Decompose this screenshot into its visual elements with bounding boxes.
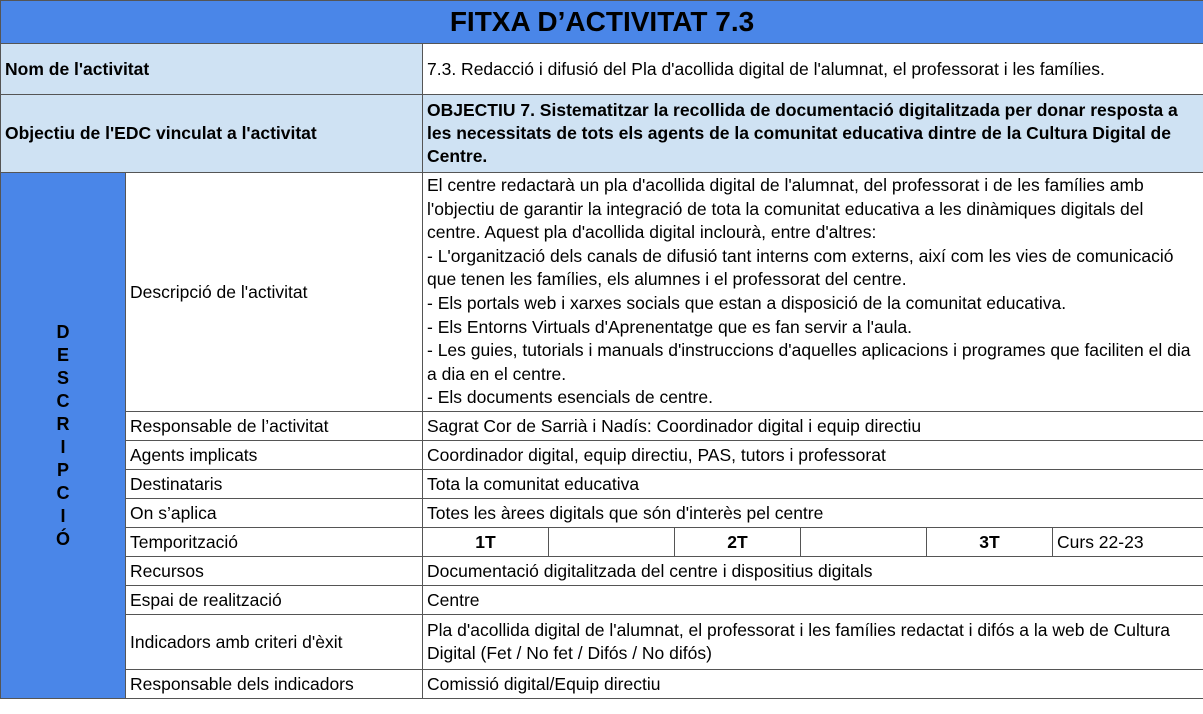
objectiu-value: OBJECTIU 7. Sistematitzar la recollida de documentació digitalitzada per donar resposta a les necessitats de tots els agents de la comunitat educativa dintre de la Cultura Digital de Centre.: [423, 95, 1203, 173]
agents-label: Agents implicats: [126, 441, 423, 470]
descripcio-value: [423, 173, 1203, 412]
espai-label: Espai de realització: [126, 586, 423, 615]
side-letter: Ó: [55, 528, 70, 549]
descripcio-line: - Les guies, tutorials i manuals d'instruccions d'aquelles aplicacions i programes que faciliten el dia a dia en el centre.: [427, 340, 1191, 384]
destinataris-label: Destinataris: [126, 470, 423, 499]
temporitzacio-label: Temporització: [126, 528, 423, 557]
descripcio-line: - L'organització dels canals de difusió tant interns com externs, així com les vies de comunicació que tenen les famílies, els alumnes i el professorat del centre.: [427, 245, 1174, 290]
indicadors-label: Indicadors amb criteri d'èxit: [126, 615, 423, 670]
side-letter: C: [56, 390, 70, 411]
nom-value: 7.3. Redacció i difusió del Pla d'acollida digital de l'alumnat, el professorat i les famílies.: [423, 44, 1203, 95]
descripcio-line: - Els documents esencials de centre.: [427, 387, 713, 408]
trimester-1-mark: [549, 528, 675, 557]
on-label: On s’aplica: [126, 499, 423, 528]
side-letter: C: [56, 482, 70, 503]
recursos-label: Recursos: [126, 557, 423, 586]
side-letter: I: [60, 436, 66, 457]
descripcio-line: El centre redactarà un pla d'acollida digital de l'alumnat, del professorat i de les famílies amb l'objectiu de garantir la integració de tota la comunitat educativa a les dinàmiques digitals del centre. Aquest pla d'acollida digital inclourà, entre d'altres:: [427, 175, 1144, 243]
side-letter: R: [56, 413, 70, 434]
resp-indicadors-value: Comissió digital/Equip directiu: [423, 670, 1203, 699]
sheet-title: FITXA D’ACTIVITAT 7.3: [1, 1, 1203, 44]
recursos-value: Documentació digitalitzada del centre i dispositius digitals: [423, 557, 1203, 586]
responsable-value: Sagrat Cor de Sarrià i Nadís: Coordinador digital i equip directiu: [423, 412, 1203, 441]
descripcio-side-label: [1, 173, 126, 699]
espai-value: Centre: [423, 586, 1203, 615]
trimester-2: 2T: [675, 528, 801, 557]
responsable-label: Responsable de l’activitat: [126, 412, 423, 441]
side-letter: P: [56, 459, 69, 480]
descripcio-line: - Els portals web i xarxes socials que estan a disposició de la comunitat educativa.: [427, 292, 1067, 313]
curs-value: Curs 22-23: [1053, 528, 1203, 557]
side-letter: E: [56, 344, 69, 365]
side-letter: D: [56, 321, 70, 342]
descripcio-line: - Els Entorns Virtuals d'Aprenentatge que es fan servir a l'aula.: [427, 316, 912, 337]
agents-value: Coordinador digital, equip directiu, PAS, tutors i professorat: [423, 441, 1203, 470]
indicadors-value: Pla d'acollida digital de l'alumnat, el professorat i les famílies redactat i difós a la web de Cultura Digital (Fet / No fet / Difós / No difós): [423, 615, 1203, 670]
on-value: Totes les àrees digitals que són d'interès pel centre: [423, 499, 1203, 528]
trimester-1: 1T: [423, 528, 549, 557]
destinataris-value: Tota la comunitat educativa: [423, 470, 1203, 499]
trimester-2-mark: [801, 528, 927, 557]
resp-indicadors-label: Responsable dels indicadors: [126, 670, 423, 699]
descripcio-label: Descripció de l'activitat: [126, 173, 423, 412]
trimester-3: 3T: [927, 528, 1053, 557]
objectiu-label: Objectiu de l'EDC vinculat a l'activitat: [1, 95, 423, 173]
nom-label: Nom de l'activitat: [1, 44, 423, 95]
side-letter: I: [60, 505, 66, 526]
side-letter: S: [56, 367, 69, 388]
